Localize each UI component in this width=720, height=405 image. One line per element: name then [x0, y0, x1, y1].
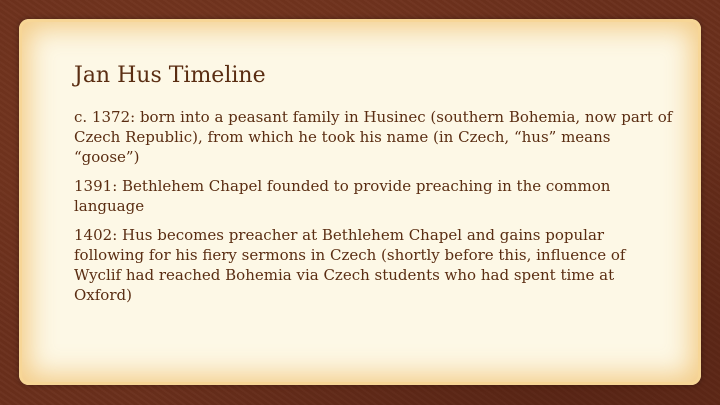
timeline-entry: 1391: Bethlehem Chapel founded to provide preaching in the common language	[74, 177, 611, 215]
timeline-entry: c. 1372: born into a peasant family in Husinec (southern Bohemia, now part of Czech Republic), from which he took his name (in Czech, “hus” means “goose”)	[74, 108, 673, 166]
entry-text: born into a peasant family in Husinec (southern Bohemia, now part of Czech Republic), from which he took his name (in Czech, “hus” means “goose”)	[74, 108, 673, 166]
timeline-entry: 1402: Hus becomes preacher at Bethlehem Chapel and gains popular following for his fiery sermons in Czech (shortly before this, influence of Wyclif had reached Bohemia via Czech students who had spent time at Oxford)	[74, 226, 626, 304]
entry-date: c. 1372	[74, 108, 131, 126]
entry-text: Bethlehem Chapel founded to provide preaching in the common language	[74, 177, 611, 215]
entry-date: 1391	[74, 177, 113, 195]
slide-title: Jan Hus Timeline	[74, 63, 266, 88]
slide-card	[19, 19, 701, 385]
entry-text: Hus becomes preacher at Bethlehem Chapel and gains popular following for his fiery sermons in Czech (shortly before this, influence of Wyclif had reached Bohemia via Czech students who had spent time at Oxford)	[74, 226, 626, 304]
entry-date: 1402	[74, 226, 113, 244]
timeline-list	[74, 107, 674, 314]
